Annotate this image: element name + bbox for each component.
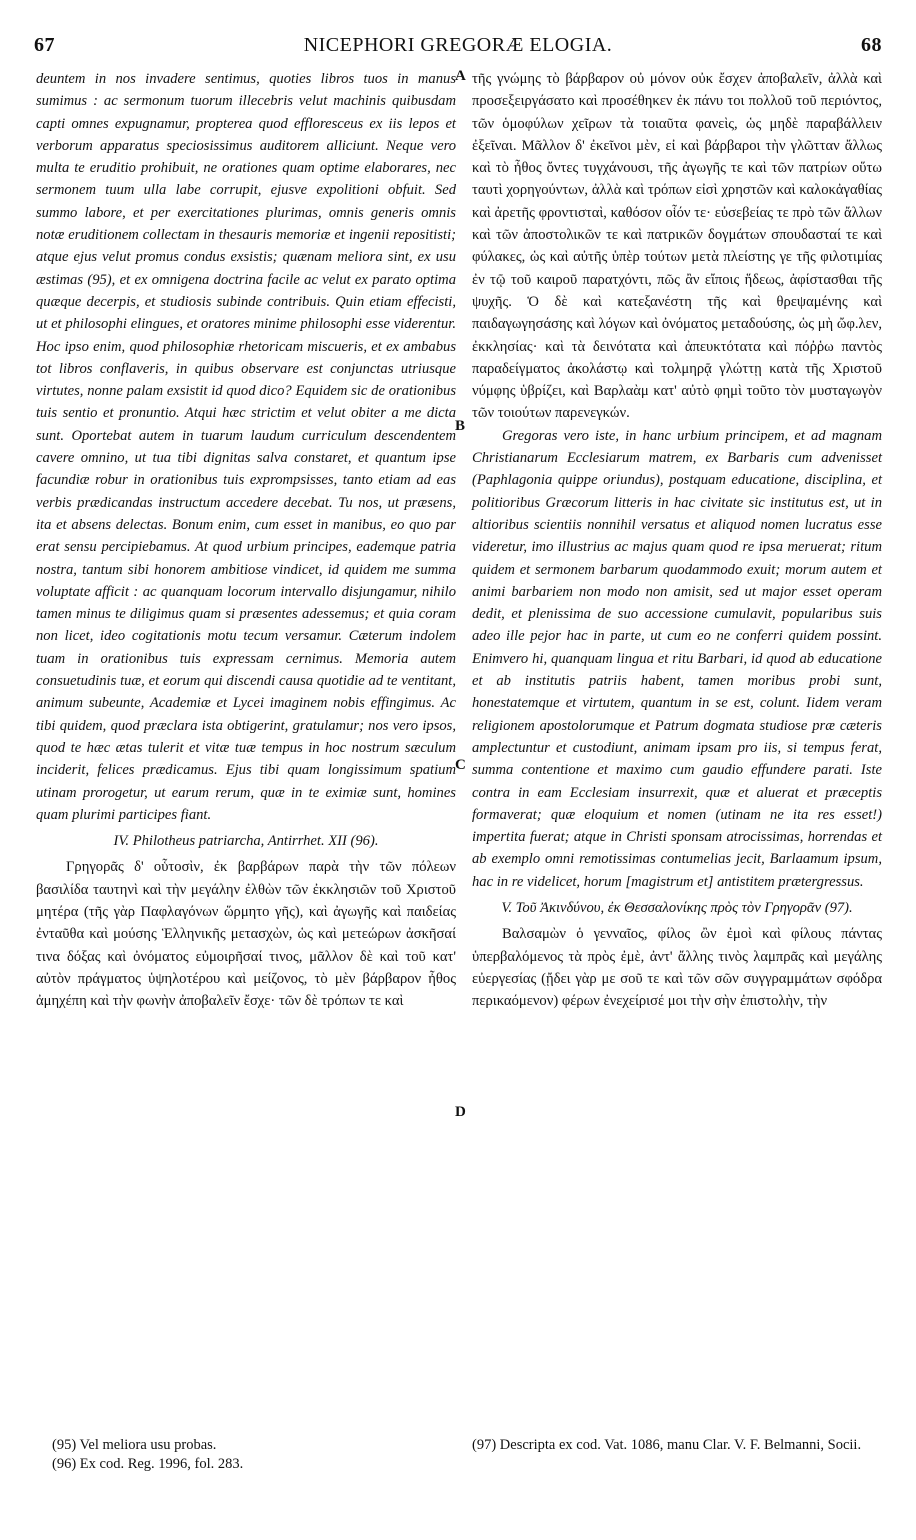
left-greek-text: Γρηγορᾶς δ' οὗτοσὶν, ἐκ βαρβάρων παρὰ τὴν τῶν πόλεων βασιλίδα ταυτηνὶ καὶ τὴν μεγάλην ἐλθὼν τῶν ἐκκλησιῶν τοῦ Χριστοῦ μητέρα (τῆς γὰρ Παφλαγόνων ὥρμητο γῆς), καὶ ἀγωγῆς καὶ παιδείας ἐνταῦθα καὶ μούσης Ἑλληνικῆς μετασχὼν, ὡς καὶ μετεώρων ἀσκῆσαί τινα δόξας καὶ ὀνόματος εὐμοιρῆσαί τινος, μᾶλλον δὲ καὶ τοῦ κατ' αὐτὸν πράγματος ὑψηλοτέρου καὶ μείζονος, τὸ μὲν βάρβαρον ἦθος ἀμηχέπη καὶ τὴν φωνὴν ἀποβαλεῖν ἔσχε· τῶν δὲ τρόπων τε καὶ <box>36 859 456 1010</box>
footnote-96: (96) Ex cod. Reg. 1996, fol. 283. <box>52 1456 244 1472</box>
right-greek-text-2: Βαλσαμὼν ὁ γενναῖος, φίλος ὢν ἐμοὶ καὶ φίλους πάντας ὑπερβαλόμενος τὰ πρὸς ἐμὲ, ἀντ' ἄλλης τινὸς λαμπρᾶς καὶ μεγάλης εὐεργεσίας (ᾔδει γὰρ με σοῦ τε καὶ τῶν σῶν συγγραμμάτων σφόδρα περικαόμενον) φέρων ἐνεχείρισέ μοι τὴν σὴν ἐπιστολὴν, τὴν <box>472 926 882 1010</box>
margin-letter-d: D <box>455 1104 466 1120</box>
section-heading-iv: IV. Philotheus patriarcha, Antirrhet. XII (96). <box>113 833 379 850</box>
running-title: NICEPHORI GREGORÆ ELOGIA. <box>303 34 613 56</box>
right-column <box>472 68 882 1012</box>
running-header <box>34 34 882 60</box>
footnote-95: (95) Vel meliora usu probas. <box>52 1437 217 1453</box>
margin-letter-a: A <box>455 68 466 84</box>
footnotes-left <box>52 1436 442 1474</box>
right-latin-text: Gregoras vero iste, in hanc urbium principem, et ad magnam Christianarum Ecclesiarum matrem, ex Barbaris cum advenisset (Paphlagonia quippe oriundus), postquam educatione, disciplina, et politioribus Græcorum litteris in hac civitate sic institutus est, ut in altioribus scientiis nonnihil versatus et aliquod nomen lucratus esse videretur, imo illustrius ac majus quam quod re ipsa meruerat; ritum quidem et sermonem barbarum quodammodo exuit; morum autem et animi barbariem non modo non amisit, sed ut major esset operam dedit, et plenissima de suo accessione cumulavit, popularibus suis adeo ille pejor hac in parte, ut cum eo ne conferri quidem possint. Enimvero hi, quanquam lingua et ritu Barbari, id quod ab educatione et ab institutis patriis habent, tamen moribus probi sunt, honestatemque et virtutem, quantum in se est, colunt. Iidem veram religionem apostolorumque et Patrum dogmata studiose præ cæteris amplectuntur et custodiunt, animam ipsam pro iis, si tempus ferat, summa contentione et maximo cum gaudio effundere parati. Iste contra in eam Ecclesiam insurrexit, quæ et aluerat et præceptis formaverat; quæ eloquium et nomen (utinam ne ita res esset!) impertita fuerat; atque in Christi sponsam atrocissimas, horrendas et ab exemplo omni remotissimas contumelias jecit, Barlaamum ipsum, hac in re videlicet, horum [magistrum et] antistitem prætergressus. <box>472 427 882 890</box>
footnote-97: (97) Descripta ex cod. Vat. 1086, manu Clar. V. F. Belmanni, Socii. <box>472 1437 862 1453</box>
section-heading-v: V. Τοῦ Ἀκινδύνου, ἐκ Θεσσαλονίκης πρὸς τὸν Γρηγορᾶν (97). <box>501 899 853 916</box>
left-latin-text: deuntem in nos invadere sentimus, quoties libros tuos in manus sumimus : ac sermonum tuorum illecebris velut machinis quibusdam capti omnes expugnamur, propterea quod effloresceus ex iis lepos et verborum apparatus speciosissimus auditorem alliciunt. Neque vero multa te eruditio prohibuit, ne orationes quam optime elaborares, nec sermonem tuum ulla labe corrupit, ejusve expolitioni obfuit. Sed summo labore, et per exercitationes plurimas, omnis generis omnis notæ eruditionem collectam in thesauris memoriæ et ingenii repositisti; atque ejus velut promus condus exsistis; quænam meliora sint, ex usu æstimas (95), et ex omnigena doctrina facile ac velut ex parato optima quæque decerpis, et studiosis subinde contribuis. Quin etiam effecisti, ut et philosophi elingues, et oratores minime philosophi esse viderentur. Hoc ipso enim, quod philosophiæ rhetoricam miscueris, et ex ambabus tot libros conflaveris, in quibus observare est conjunctas utriusque virtutes, nonne palam exsistit id quod dico? Equidem sic de orationibus tuis sentio et pronuntio. Atqui hæc strictim et velut obiter a me dicta sunt. Oportebat autem in tuarum laudum curriculum descendentem cavere omnino, ut tua tibi dignitas salva constaret, et quantum ipse facundiæ robur in orationibus tuis exprompsisses, tanto etiam ad eas verbis prædicandas instructum accedere decebat. Tu nos, ut præsens, ita et absens delectas. Bonum enim, cum esset in manibus, eo quo par erat sensu percipiebamus. At quod urbium principes, eademque patria nostra, tantum sibi honorem ambitiose vindicet, id quidem me summa voluptate afficit : ac quanquam locorum intervallo disjungamur, nihilo tamen minus te diligimus quam si præsentes adessemus; et quia coram non licet, ideo cogitationis motu tecum versamur. Cæterum indolem tuam in orationibus tuis expressam cernimus. Memoria autem consuetudinis tuæ, et eorum qui discendi causa quotidie ad te ventitant, animum subeunte, Academiæ et Lycei imaginem nobis effingimus. Ac tibi quidem, quod præclara ista obtigerint, gratulamur; nos vero ipsos, quod te hæc ætas tulerit et vitæ tuæ tempus in hoc nostrum sæculum inciderit, felices prædicamus. Ejus tibi quam longissimum spatium utinam prorogetur, ut earum rerum, quæ in te eximiæ sunt, homines quam plurimi participes fiant. <box>36 71 456 823</box>
margin-letter-c: C <box>455 757 466 773</box>
page-number-left: 67 <box>34 34 55 56</box>
margin-letter-b: B <box>455 418 466 434</box>
right-greek-text: τῆς γνώμης τὸ βάρβαρον οὐ μόνον οὐκ ἔσχεν ἀποβαλεῖν, ἀλλὰ καὶ προσεξειργάσατο καὶ προσέθηκεν ἐκ πάνυ τοι πολλοῦ τοῦ περιόντος, τῶν ὁμοφύλων χεῖρων τὰ τοιαῦτα φανεὶς, ὡς μηδὲ παραβάλλειν ἐξεῖναι. Μᾶλλον δ' ἐκεῖνοι μὲν, εἰ καὶ βάρβαροι τὴν γλῶτταν ἄλλως καὶ τὸ ἦθος ὄντες τυγχάνουσι, τῆς ἀγωγῆς τε καὶ τῶν πατρίων οὕτω ταυτὶ χορηγούντων, ἀλλὰ καὶ τρόπων εἰσὶ χρηστῶν καὶ καλοκἀγαθίας καὶ ἀρετῆς φροντισταὶ, καθόσον οἷόν τε· εὐσεβείας τε πρὸ τῶν ἄλλων καὶ τῶν ἀποστολικῶν τε καὶ πατρικῶν δογμάτων σπουδασταί τε καὶ φύλακες, ὡς καὶ αὐτῆς ὑπὲρ τούτων μετὰ πλείστης γε τῆς φιλοτιμίας ἐν τῷ τοῦ καιροῦ παρατχόντι, πῶς ἂν εἴποις ἥδεως, ἀφίστασθαι τῆς ψυχῆς. Ὁ δὲ καὶ κατεξανέστη τῆς καὶ θρεψαμένης καὶ παιδαγωγησάσης καὶ λόγων καὶ ὀνόματος μεταδούσης, ὡς μὴ ὤφ.λεν, ἐκκλησίας· καὶ τὰ δεινότατα καὶ ἀπευκτότατα καὶ πόῤῥω παντὸς παραδείγματος ἀκολάστῳ καὶ τολμηρᾷ γλώττῃ κατὰ τῆς Χριστοῦ νύμφης ὑβρίζει, καὶ Βαρλαὰμ κατ' αὐτὸ φημὶ τοῦτο τὸν μυσταγωγὸν τῶν τοιούτων παρενεγκών. <box>472 71 882 422</box>
page-number-right: 68 <box>861 34 882 56</box>
footnotes-right <box>472 1436 882 1455</box>
left-column <box>36 68 456 1012</box>
